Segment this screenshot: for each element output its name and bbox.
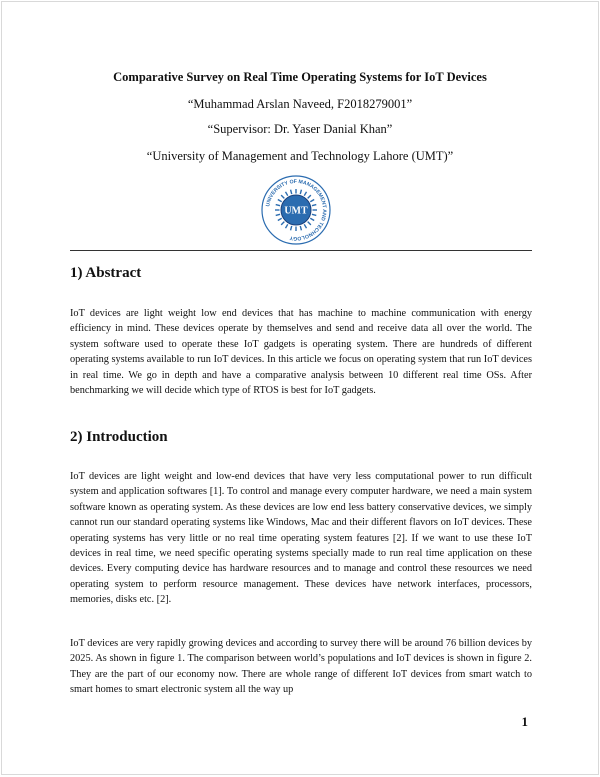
seal-ray (308, 195, 311, 198)
section-heading-introduction: 2) Introduction (70, 429, 168, 445)
seal-ray (310, 218, 314, 220)
introduction-paragraph-1: IoT devices are light weight and low-end devices that have very less computational power to run difficult system and application softwares [1]. To control and manage every computer hardware, we need a main system software known as operating system. As these devices are low end less battery conservative devices, we simply cannot run our standard operating systems like Windows, Mac and their different flavors on IoT devices. These operating systems has very little or no real time operating system features [2]. If we want to use these IoT devices in real time, we need specific operating systems specially made to run real time application on these devices. Every computing device has hardware resources and to manage and control these resources we need operating system to perform resource management. These devices have network interfaces, processors, memories, disks etc. [2]. (70, 471, 532, 606)
seal-ray (312, 214, 316, 215)
author-line: “Muhammad Arslan Naveed, F2018279001” (187, 97, 413, 111)
page-number: 1 (521, 714, 528, 729)
introduction-paragraph-2: IoT devices are very rapidly growing devices and according to survey there will be around 76 billion devices by 2025. As shown in figure 1. The comparison between world’s populations and IoT devices is shown in figure 2. They are the part of our economy now. There are whole range of different IoT devices from smart watch to smart homes to smart electronic system all the way up (70, 638, 532, 696)
section-heading-abstract: 1) Abstract (70, 265, 142, 281)
header-divider (70, 250, 532, 251)
seal-ray (291, 190, 292, 194)
university-logo (260, 174, 332, 246)
affiliation-line: “University of Management and Technology Lahore (UMT)” (146, 149, 454, 163)
seal-ray (276, 205, 280, 206)
seal-ray (278, 218, 282, 220)
abstract-paragraph: IoT devices are light weight low end devices that has machine to machine communication with energy efficiency in mind. These devices operate by themselves and send and receive data all over the world. The system software used to operate these IoT gadgets is operating system. There are hundreds of different operating systems available to run IoT devices. In this article we focus on operating system that run IoT devices in real time. We go in depth and have a comparative analysis between 10 different real time OSs. After benchmarking we will decide which type of RTOS is best for IoT gadgets. (70, 308, 532, 397)
document-title: Comparative Survey on Real Time Operating Systems for IoT Devices (113, 70, 487, 84)
seal-ring-text: UNIVERSITY OF MANAGEMENT AND TECHNOLOGY (265, 178, 328, 242)
seal-ray (281, 222, 284, 225)
seal-ray (278, 200, 282, 202)
seal-ray (291, 226, 292, 230)
supervisor-line: “Supervisor: Dr. Yaser Danial Khan” (207, 122, 393, 136)
seal-ray (304, 224, 306, 228)
seal-ray (276, 214, 280, 215)
seal-ray (310, 200, 314, 202)
seal-ray (281, 195, 284, 198)
document-page (1, 1, 599, 775)
seal-ray (312, 205, 316, 206)
seal-ray (308, 222, 311, 225)
seal-ray (300, 190, 301, 194)
umt-seal-icon (260, 174, 332, 246)
seal-ray (286, 192, 288, 196)
seal-center-text: UMT (284, 205, 308, 217)
seal-ray (286, 224, 288, 228)
seal-ray (300, 226, 301, 230)
seal-ray (304, 192, 306, 196)
